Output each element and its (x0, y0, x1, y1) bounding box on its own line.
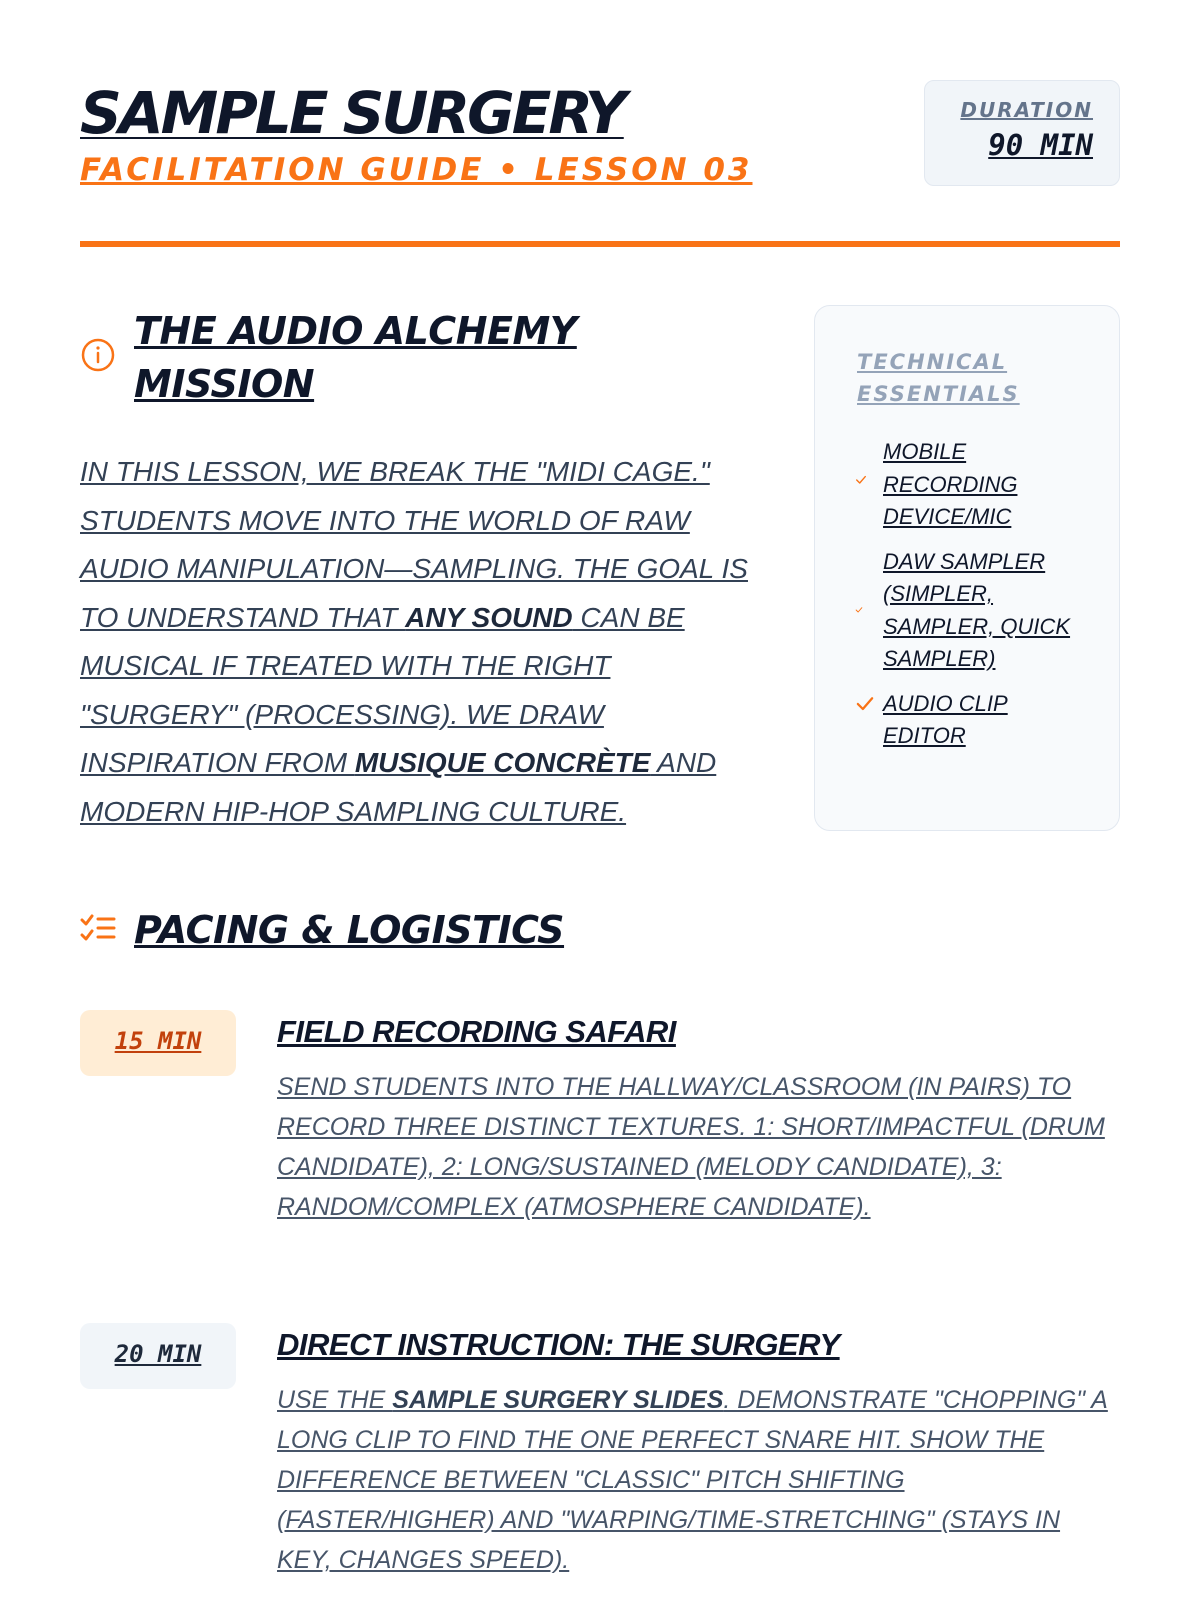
essentials-list (855, 436, 1095, 765)
page-title: SAMPLE SURGERY (80, 79, 624, 147)
duration-badge (924, 80, 1120, 186)
header-divider (80, 241, 1120, 247)
essentials-item-label: MOBILE RECORDING DEVICE/MIC (883, 439, 1018, 529)
phase-text-2: . DEMONSTRATE "CHOPPING" A LONG CLIP TO FIND THE ONE PERFECT SNARE HIT. SHOW THE DIFFERENCE BETWEEN "CLASSIC" PITCH SHIFTING (FASTER/HIGHER) AND "WARPING/TIME-STRETCHING" (STAYS IN KEY, CHANGES SPEED). (277, 1386, 1108, 1574)
phase-description (277, 1380, 1120, 1580)
mission-section (80, 305, 1120, 835)
essentials-item-label: AUDIO CLIP EDITOR (883, 690, 1008, 748)
mission-title: THE AUDIO ALCHEMY MISSION (134, 309, 577, 406)
phase-emphasis-slides: SAMPLE SURGERY SLIDES (392, 1386, 724, 1414)
check-icon (855, 694, 875, 714)
phase-time-badge: 15 MIN (80, 1010, 236, 1076)
phase-title: DIRECT INSTRUCTION: THE SURGERY (277, 1327, 840, 1362)
lesson-guide-page (80, 79, 1120, 1574)
essentials-item (855, 688, 1095, 753)
essentials-title: TECHNICAL ESSENTIALS (857, 350, 1020, 406)
mission-text-3: AND MODERN HIP-HOP SAMPLING CULTURE. (80, 747, 717, 827)
check-icon (855, 606, 863, 614)
pacing-title: PACING & LOGISTICS (134, 908, 565, 952)
page-subtitle: FACILITATION GUIDE • LESSON 03 (80, 152, 753, 188)
phase-title: FIELD RECORDING SAFARI (277, 1014, 676, 1049)
mission-emphasis-musique-concrete: MUSIQUE CONCRÈTE (354, 747, 651, 778)
essentials-item-label: DAW SAMPLER (SIMPLER, SAMPLER, QUICK SAMPLER) (883, 548, 1071, 671)
guide-header (80, 80, 1120, 250)
essentials-item (855, 546, 1095, 676)
checklist-icon (80, 913, 116, 945)
technical-essentials-panel (814, 305, 1120, 831)
mission-description (80, 448, 750, 836)
info-icon (80, 337, 116, 373)
duration-label: DURATION (960, 98, 1093, 122)
phase-description: SEND STUDENTS INTO THE HALLWAY/CLASSROOM (IN PAIRS) TO RECORD THREE DISTINCT TEXTURES. 1: SHORT/IMPACTFUL (DRUM CANDIDATE), 2: LONG/SUSTAINED (MELODY CANDIDATE), 3: RANDOM/COMPLEX (ATMOSPHERE CANDIDATE). (277, 1073, 1105, 1221)
mission-emphasis-any-sound: ANY SOUND (405, 601, 573, 633)
mission-text-2: CAN BE MUSICAL IF TREATED WITH THE RIGHT "SURGERY" (PROCESSING). WE DRAW INSPIRATION FROM (80, 601, 685, 778)
pacing-heading (80, 905, 780, 955)
phase-text-1: USE THE (277, 1386, 393, 1414)
duration-value: 90 MIN (988, 128, 1093, 162)
phase-time-badge: 20 MIN (80, 1323, 236, 1389)
check-icon (855, 474, 867, 486)
mission-text-1: IN THIS LESSON, WE BREAK THE "MIDI CAGE." STUDENTS MOVE INTO THE WORLD OF RAW AUDIO MANIPULATION—SAMPLING. THE GOAL IS TO UNDERSTAND THAT (80, 456, 748, 633)
essentials-item (855, 436, 1095, 534)
